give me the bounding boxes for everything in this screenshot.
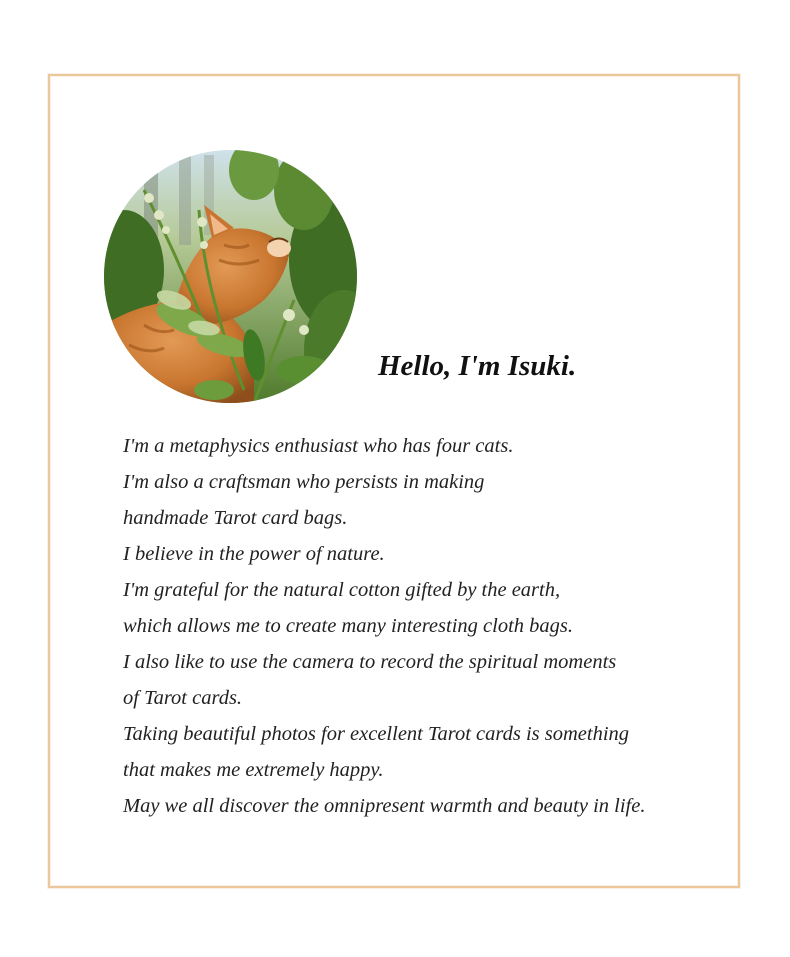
- bio-line: I'm a metaphysics enthusiast who has four cats.: [123, 435, 514, 457]
- cat-photo-icon: [104, 150, 357, 403]
- avatar: [104, 150, 357, 403]
- bio-line: I'm grateful for the natural cotton gifted by the earth,: [123, 579, 561, 601]
- bio-text: [123, 428, 645, 824]
- bio-line: I'm also a craftsman who persists in making: [123, 471, 485, 493]
- bio-line: I also like to use the camera to record the spiritual moments: [123, 651, 617, 673]
- bio-line: that makes me extremely happy.: [123, 759, 384, 781]
- bio-line: May we all discover the omnipresent warmth and beauty in life.: [123, 795, 646, 817]
- page-title: Hello, I'm Isuki.: [378, 350, 577, 382]
- bio-line: which allows me to create many interesting cloth bags.: [123, 615, 573, 637]
- bio-line: I believe in the power of nature.: [123, 543, 385, 565]
- bio-line: handmade Tarot card bags.: [123, 507, 348, 529]
- bio-line: Taking beautiful photos for excellent Tarot cards is something: [123, 723, 630, 745]
- bio-line: of Tarot cards.: [123, 687, 243, 709]
